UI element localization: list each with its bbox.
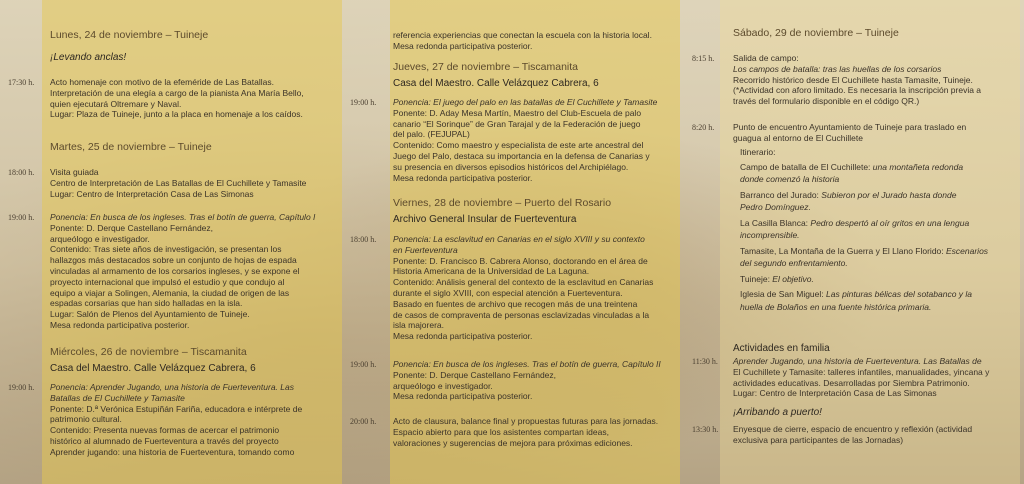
venue: Archivo General Insular de Fuerteventura xyxy=(393,214,577,225)
venue: Casa del Maestro. Calle Velázquez Cabrera, 6 xyxy=(50,363,256,374)
itinerary-label: Itinerario: xyxy=(740,147,776,157)
venue: Casa del Maestro. Calle Velázquez Cabrera, 6 xyxy=(393,78,599,89)
event-time: 18:00 h. xyxy=(8,168,35,177)
closing-title: ¡Arribando a puerto! xyxy=(733,407,822,418)
event-continuation: referencia experiencias que conectan la escuela con la historia local. Mesa redonda participativa posterior. xyxy=(393,30,652,51)
day-title-wednesday: Miércoles, 26 de noviembre – Tiscamanita xyxy=(50,346,247,358)
event-time: 20:00 h. xyxy=(350,417,377,426)
event-description: Aprender Jugando, una historia de Fuerteventura. Las Batallas de El Cuchillete y Tamasite: talleres infantiles, manualidades, yincana y actividades educativas. Desarrolladas por Siembra Patrimonio. Lugar: Centro de Interpretación Casa de Las Simonas xyxy=(733,356,990,399)
event-description: Acto de clausura, balance final y propuestas futuras para las jornadas. Espacio abierto para que los asistentes compartan ideas, valoraciones y sugerencias de mejora para próximas ediciones. xyxy=(393,416,659,448)
event-description: Ponencia: En busca de los ingleses. Tras el botín de guerra, Capítulo II Ponente: D. Derque Castellano Fernández, arqueólogo e investigador. Mesa redonda participativa posterior. xyxy=(393,359,661,402)
event-description: Acto homenaje con motivo de la efeméride de Las Batallas. Interpretación de una elegía a cargo de la pianista Ana María Bello, quien ejecutará Oltremare y Naval. Lugar: Plaza de Tuineje, junto a la placa en homenaje a los caídos. xyxy=(50,77,304,120)
event-time: 11:30 h. xyxy=(692,357,718,366)
event-time: 8:15 h. xyxy=(692,54,715,63)
event-description: Ponencia: El juego del palo en las batallas de El Cuchillete y Tamasite Ponente: D. Aday Mesa Martín, Maestro del Club-Escuela de palo canario “El Sorinque” de Gran Tarajal y de la Federación de juego del palo. (FEJUPAL) Contenido: Como maestro y especialista de este arte ancestral del Juego del Palo, destaca su importancia en la defensa de Canarias y su presencia en diversos episodios históricos del Archipiélago. Mesa redonda participativa posterior. xyxy=(393,97,658,183)
event-time: 19:00 h. xyxy=(8,383,35,392)
event-description: Salida de campo: Los campos de batalla: tras las huellas de los corsarios Recorrido histórico desde El Cuchillete hasta Tamasite, Tuineje. (*Actividad con aforo limitado. Es necesaria la inscripción previa a través del formulario disponible en el código QR.) xyxy=(733,53,982,107)
event-time: 19:00 h. xyxy=(350,360,377,369)
event-description: Enyesque de cierre, espacio de encuentro y reflexión (actividad exclusiva para participantes de las Jornadas) xyxy=(733,424,973,445)
event-time: 19:00 h. xyxy=(8,213,35,222)
event-description: Punto de encuentro Ayuntamiento de Tuineje para traslado en guagua al entorno de El Cuchillete xyxy=(733,122,967,143)
day-title-thursday: Jueves, 27 de noviembre – Tiscamanita xyxy=(393,61,579,73)
event-time: 17:30 h. xyxy=(8,78,35,87)
event-time: 19:00 h. xyxy=(350,98,377,107)
event-description: Ponencia: En busca de los ingleses. Tras el botín de guerra, Capítulo I Ponente: D. Derque Castellano Fernández, arqueólogo e investigador. Contenido: Tras siete años de investigación, se presentan los hallazgos más destacados sobre un conjunto de hojas de espada vinculadas al armamento de los corsarios ingleses, y se expone el proyecto internacional que impulsó el estudio y que condujo al equipo a viajar a Solingen, Alemania, la ciudad de origen de las espadas corsarias que han sido halladas en la isla. Lugar: Salón de Plenos del Ayuntamiento de Tuineje. Mesa redonda participativa posterior. xyxy=(50,212,316,330)
day-title-monday: Lunes, 24 de noviembre – Tuineje xyxy=(50,29,209,41)
family-activities-title: Actividades en familia xyxy=(733,343,830,354)
day-subtitle-monday: ¡Levando anclas! xyxy=(50,52,127,63)
event-time: 13:30 h. xyxy=(692,425,719,434)
day-title-friday: Viernes, 28 de noviembre – Puerto del Rosario xyxy=(393,197,612,209)
event-description: Ponencia: Aprender Jugando, una historia de Fuerteventura. Las Batallas de El Cuchillete y Tamasite Ponente: D.ª Verónica Estupiñán Fariña, educadora e intérprete de patrimonio cultural. Contenido: Presenta nuevas formas de acercar el patrimonio histórico al alumnado de Fuerteventura a través del proyecto Aprender jugando: una historia de Fuerteventura, tomando como xyxy=(50,382,303,457)
event-description: Visita guiada Centro de Interpretación de Las Batallas de El Cuchillete y Tamasite Lugar: Centro de Interpretación Casa de Las Simonas xyxy=(50,167,307,199)
event-time: 18:00 h. xyxy=(350,235,377,244)
itinerary: Itinerario: Campo de batalla de El Cuchillete: una montañeta redonda donde comenzó la historia Barranco del Jurado: Subieron por el Jurado hasta donde Pedro Domínguez. La Casilla Blanca: Pedro despertó al oír gritos en una lengua incomprensible. Tamasite, La Montaña de la Guerra y El Llano Florido: Escenarios del segundo enfrentamiento. Tuineje: El objetivo. Iglesia de San Miguel: Las pinturas bélicas del sotabanco y la huella de Bolaños en una fuente histórica primaria. xyxy=(740,147,989,312)
event-description: Ponencia: La esclavitud en Canarias en el siglo XVIII y su contexto en Fuerteventura Ponente: D. Francisco B. Cabrera Alonso, doctorando en el área de Historia Americana de la Universidad de La Laguna. Contenido: Análisis general del contexto de la esclavitud en Canarias durante el siglo XVIII, con especial atención a Fuerteventura. Basado en fuentes de archivo que recogen más de una treintena de casos de compraventa de personas esclavizadas vinculadas a la isla majorera. Mesa redonda participativa posterior. xyxy=(393,234,654,342)
day-title-saturday: Sábado, 29 de noviembre – Tuineje xyxy=(733,27,899,39)
day-title-tuesday: Martes, 25 de noviembre – Tuineje xyxy=(50,141,212,153)
event-time: 8:20 h. xyxy=(692,123,715,132)
